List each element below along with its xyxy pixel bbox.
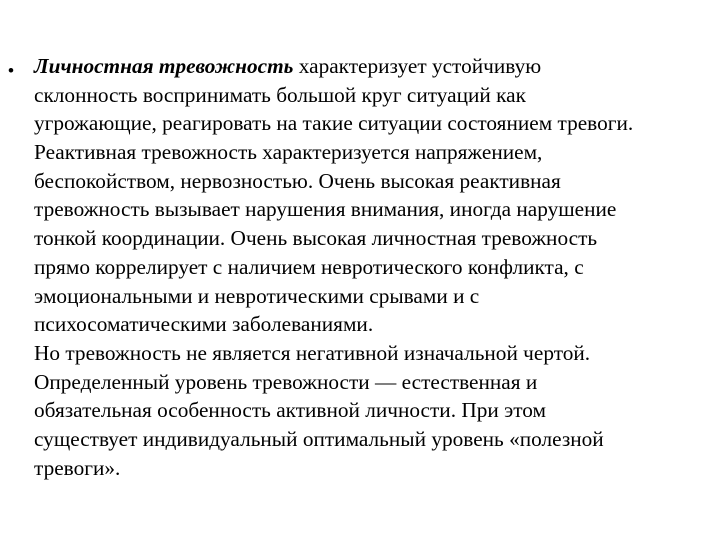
text-line-4: Реактивная тревожность характеризуется напряжением, — [34, 140, 543, 165]
text-line-14: существует индивидуальный оптимальный уровень «полезной — [34, 426, 604, 451]
bullet-paragraph — [34, 52, 714, 482]
text-line-7: тонкой координации. Очень высокая личностная тревожность — [34, 226, 598, 251]
text-line-12: Определенный уровень тревожности — естественная и — [34, 369, 538, 394]
bullet-dot-icon: • — [8, 61, 14, 80]
text-line-11: Но тревожность не является негативной изначальной чертой. — [34, 340, 591, 365]
text-line-3: угрожающие, реагировать на такие ситуации состоянием тревоги. — [34, 111, 634, 136]
text-line-10: психосоматическими заболеваниями. — [34, 312, 374, 337]
text-line-15: тревоги». — [34, 455, 121, 480]
text-line-5: беспокойством, нервозностью. Очень высокая реактивная — [34, 168, 561, 193]
text-line-13: обязательная особенность активной личности. При этом — [34, 398, 546, 423]
text-line-1 — [34, 52, 714, 81]
bullet-item — [8, 52, 714, 482]
text-line-6: тревожность вызывает нарушения внимания, иногда нарушение — [34, 197, 617, 222]
text-line-9: эмоциональными и невротическими срывами и с — [34, 283, 480, 308]
text-line-8: прямо коррелирует с наличием невротического конфликта, с — [34, 254, 584, 279]
text-line-1-rest: характеризует устойчивую — [293, 54, 542, 78]
text-line-2: склонность воспринимать большой круг ситуаций как — [34, 82, 526, 107]
lead-term: Личностная тревожность — [34, 54, 294, 78]
